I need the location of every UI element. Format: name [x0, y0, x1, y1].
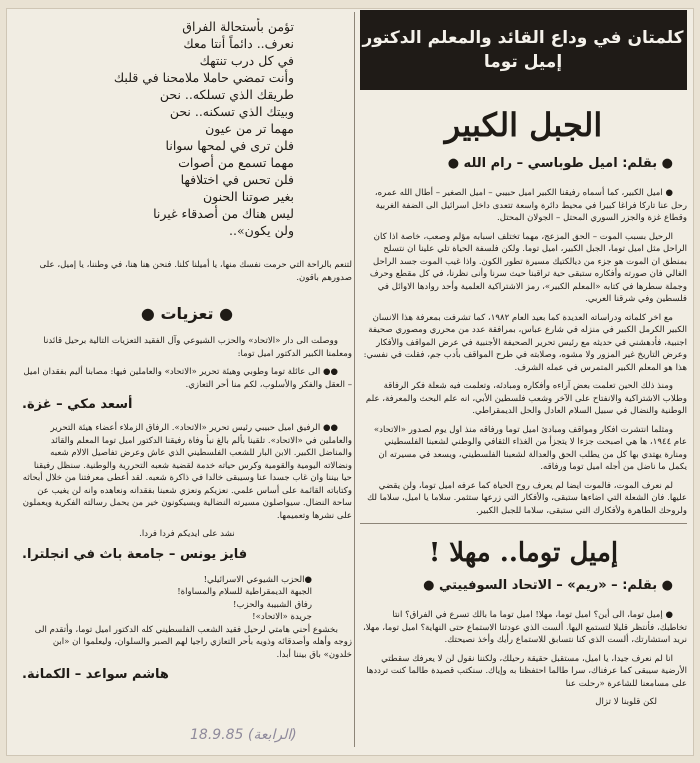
article-headline: إميل توما.. مهلا !	[428, 538, 619, 568]
article-paragraph: ومنذ ذلك الحين تعلمت بعض آراءه وأفكاره ومبادئه، وتعلمت فيه شعلة فكر الرفاقة وطلاب الاشتراكية والانفتاح على الآخر وشعب فلسطين الأبي، انه علم البحث والمعرفة، علم الوطنية والنضال في سبيل السلام العادل والحل الديمقراطي.	[365, 381, 687, 416]
poem-line: وأنت تمضي حاملا ملامحنا في قلبك	[113, 70, 294, 85]
recipient-line: ●الحزب الشيوعي الاسرائيلي!	[203, 574, 312, 585]
article-paragraph: انا لم نعرف جيدا، يا اميل، مستقبل حقيقة رحيلك، ولكننا نقول لن لا يعرفك سقطتي الأرضية سيبقى كما عرفناك، سرا طالما احتفظنا به وإياك. سنكتب قصيدة طالما كنت ترددها على مسامعنا للشاعرة «رحلت عنا	[366, 653, 687, 689]
signature: فايز يونس – جامعة باث في انجلترا.	[22, 546, 248, 562]
article-headline: الجبل الكبير	[444, 106, 603, 144]
signature: أسعد مكي – غزة.	[22, 397, 133, 412]
poem-line: ولن يكون»..	[229, 223, 294, 238]
poem-line: مهما تر من عيون	[205, 121, 294, 136]
recipient-line: رفاق الشبيبة والحزب!	[232, 599, 312, 610]
section-banner	[360, 10, 687, 90]
poem-line: في كل درب تنتهك	[199, 53, 294, 68]
poem-line: مهما تسمع من أصوات	[178, 155, 294, 170]
condolence-recipients	[22, 574, 352, 624]
poem-line: وبيتك الذي تسكنه.. نحن	[169, 104, 294, 119]
archive-stamp: (الرابعة) 18.9.85	[190, 727, 297, 743]
article-separator	[360, 523, 687, 524]
column-divider	[354, 12, 355, 747]
article-paragraph: الرحيل بسبب الموت – الحق المزعج، مهما تختلف اسبابه مؤلم وصعب، خاصة اذا كان الراحل مثل اميل توما، الجبل الكبير، اميل توما. ولكن فلسفة الحياة تلي علينا ان نتسلح بمنطق ان الموت هو جزء من ديالكتيك مسيرة تطور الكون. واذا غيب الموت جسد الراحل الغالي فان صورته وأفكاره ستبقى حية تراقبنا حيث سرنا وأنى نظرنا، في كل مقطع وحرف وجملة سطرها في كتابه «المعلم الكبير»، رمز الاشتراكية العلمية وأحد روادها الاوائل في فلسطين وفي شرقنا العربي.	[369, 231, 687, 304]
article-paragraph: ومثلما انتشرت افكار ومواقف ومبادئ اميل توما ورفاقه منذ اول يوم لصدور «الاتحاد» عام ١٩٤٤، ها هي اصبحت جزءا لا يتجزأ من الغذاء الثقافي والوطني لشعبنا الفلسطيني ومنارة يهتدي بها كل من يطلب الحق والعدالة لشعبنا الفلسطيني، ويسعد في مسيرته ان يكمل ما ناضل من أجله اميل توما ورفاقه.	[373, 424, 687, 472]
article-paragraph: لم نعرف الموت، فالموت ايضا لم يعرف روح الحياة كما عرفه اميل توما، ولن يقضي عليها. فان الشعلة التي اضاءها ستبقى، والأفكار التي زرعها ستثمر. سلاما يا اميل، سلاما لك ولروحك الطاهرة ولأفكارك التي ستبقى، سلاما للجبل الكبير.	[367, 480, 687, 516]
poem-closing-note: لتنعم بالراحة التي حرمت نفسك منها، يا أميلنا كلنا. فنحن هنا هنا، في وطننا، يا إميل، على صدورهم باقون.	[39, 260, 352, 283]
article-paragraph: مع اخر كلماته ودراساته العديدة كما بعيد العام ١٩٨٢، كما تشرفت بمعرفة هذا الانسان الكبير الكرمل الكبير في منزله في شارع عباس، بمرافقة عدد من محرري ومصوري صحيفة اجنبية، فأدهشني في حديثه مع رئيس تحرير الصحيفة الأجنبية في عرض المواقف والأفكار وعرض التاريخ غير المزور ولا مشوه، وصلابته في طرح المواقف بأدب جم، فقلت في نفسي: هذا هو المعلم الكبير المتمرس في عمله الشرف.	[363, 312, 687, 373]
article-paragraph: لكن قلوبنا لا تزال	[595, 697, 657, 707]
article-byline: ● بقلم: – «ريم» – الاتحاد السوفييتي ●	[423, 578, 673, 593]
condolences-title: ● تعزيات ●	[140, 304, 234, 323]
condolence-text: ●● الى عائلة توما وطوبي وهيئة تحرير «الاتحاد» والعاملين فيها: مصابنا أليم بفقدان اميل – العقل والفكر والأسلوب، لكم منا أحر التعازي.	[23, 367, 352, 390]
condolence-intro: ووصلت الى دار «الاتحاد» والحزب الشيوعي وآل الفقيد التعزيات التالية برحيل قائدنا ومعلمنا الكبير الدكتور اميل توما:	[43, 336, 352, 359]
recipient-line: جريدة «الاتحاد»!	[252, 612, 312, 622]
poem-line: نعرف.. دائماً أنتا معك	[183, 36, 294, 51]
poem-block	[22, 18, 352, 239]
poem-line: فلن ترى في لمحها سوانا	[165, 138, 294, 153]
poem-line: فلن تحس في اختلافها	[180, 172, 294, 187]
article-byline: ● بقلم: اميل طوباسي – رام الله ●	[447, 156, 673, 171]
article-paragraph: ● اميل الكبير، كما أسماه رفيقنا الكبير اميل حبيبي – اميل الصغير – أطال الله عمره، رحل عنا تاركا فراغا كبيرا في محيط دائرة واسعة تتعدى داخل اسرائيل الى الضفة الغربية وقطاع غزة والجزر السوري المحتل – الجولان المحتل.	[374, 188, 687, 223]
recipient-line: الجبهة الديمقراطية للسلام والمساواة!	[177, 587, 312, 597]
condolence-text: بخشوع أحني هامتي لرحيل فقيد الشعب الفلسطيني كله الدكتور اميل توما، وأتقدم الى زوجه وأهله وأصدقائه وذويه بأحر التعازي راجيا لهم الصبر والسلوان، وليعلموا ان «ابن خلدون» باق بيننا أبدا.	[34, 624, 352, 660]
condolence-text: نشد على ايديكم فردا فردا.	[139, 529, 235, 539]
banner-title: إميل توما	[483, 52, 563, 72]
article-body	[360, 187, 687, 517]
right-column	[360, 10, 687, 750]
article-paragraph: ● إميل توما، الى أين؟ اميل توما، مهلا! اميل توما ما بالك تسرع في الفراق؟ انتا تخاطبك، فأنتظر قليلا لتستمع اليها. ألست الذي عودتنا الاستماع حتى النهاية؟ اميل توما، مهلا، نريد استشارتك، ألست الذي كنا نتسابق للاستماع رأيك وأخذ نصيحتك.	[363, 610, 687, 645]
left-column	[22, 18, 352, 743]
poem-line: بغير صوتنا الحنون	[202, 189, 294, 204]
poem-line: ليس هناك من أصدقاء غيرنا	[153, 206, 294, 221]
poem-line: تؤمن بأستحالة الفراق	[182, 19, 294, 34]
banner-title: كلمتان في وداع القائد والمعلم الدكتور	[362, 28, 684, 48]
poem-line: طريقك الذي تسلكه.. نحن	[159, 87, 294, 102]
signature: هاشم سواعد – الكمانة.	[22, 667, 169, 682]
condolence-text: ●● الرفيق اميل حبيبي رئيس تحرير «الاتحاد». الرفاق الزملاء أعضاء هيئة التحرير والعاملين في «الاتحاد». تلقينا بألم بالغ نبأ وفاة رفيقنا الدكتور اميل توما المعلم والقائد والمناضل الكبير. الابن البار للشعب الفلسطيني الذي عاش وعرض تفاصيل الالام شعبه ونضالاته اليومية والقومية وكرس حياته خدمة لقضية شعبه التحررية والوطنية. سنظل رفيقنا حيا بيننا وان غاب جسدا عنا وسيبقى خالدا في ذاكرة شعبه. لقد أعطى معرفتنا من خلال أبحاثه وكتاباته القائمة على أساس علمي. نعزيكم ونعزي شعبنا بفقدانه ونعاهده وانه لن يغيب عن ساحة النضال. سيواصلون مسيرته النضالية ويسيكونون خير من يحمل رسالته الفكرية ويعملون على نشرها وتعميمها.	[22, 423, 352, 521]
